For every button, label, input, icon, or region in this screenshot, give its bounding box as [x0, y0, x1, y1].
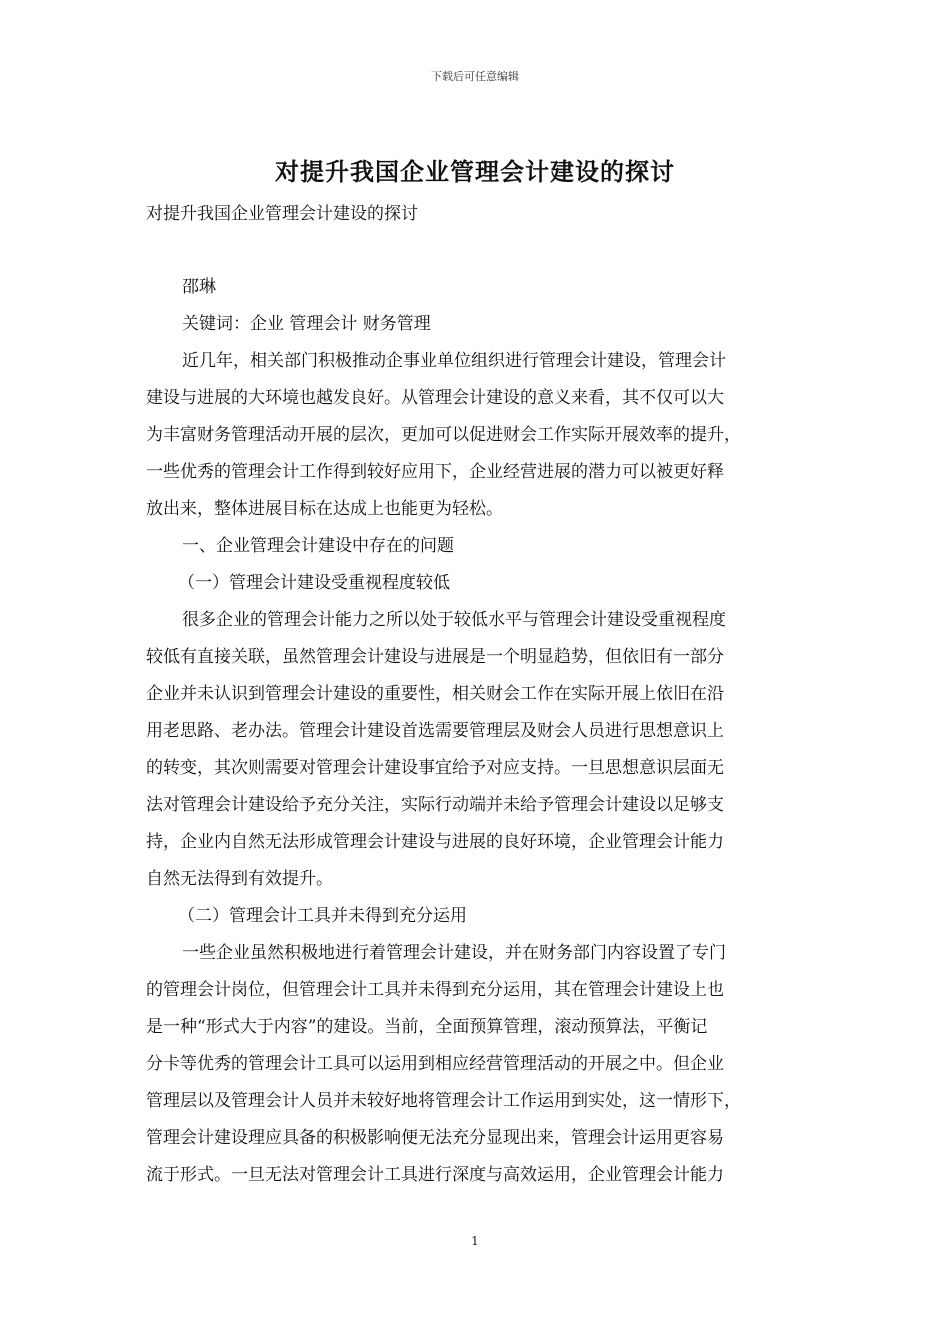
- paragraph-line: 流于形式。一旦无法对管理会计工具进行深度与高效运用，企业管理会计能力: [146, 1165, 724, 1185]
- paragraph-line: 很多企业的管理会计能力之所以处于较低水平与管理会计建设受重视程度: [182, 610, 726, 630]
- intro-paragraph: [146, 343, 808, 528]
- header-note: 下载后可任意编辑: [431, 70, 519, 83]
- paragraph-line: 为丰富财务管理活动开展的层次，更加可以促进财会工作实际开展效率的提升，: [146, 425, 741, 445]
- paragraph-line: 是一种“形式大于内容”的建设。当前，全面预算管理，滚动预算法，平衡记: [146, 1017, 708, 1037]
- paragraph-line: 持，企业内自然无法形成管理会计建设与进展的良好环境，企业管理会计能力: [146, 832, 724, 852]
- paragraph-line: 较低有直接关联，虽然管理会计建设与进展是一个明显趋势，但依旧有一部分: [146, 647, 724, 667]
- subsection-heading: （二）管理会计工具并未得到充分运用: [178, 906, 467, 926]
- paragraph-line: 建设与进展的大环境也越发良好。从管理会计建设的意义来看，其不仅可以大: [146, 388, 724, 408]
- spacer: [146, 233, 808, 269]
- paragraph-line: 用老思路、老办法。管理会计建设首选需要管理层及财会人员进行思想意识上: [146, 721, 724, 741]
- document-body: [146, 196, 808, 1194]
- paragraph-line: 自然无法得到有效提升。: [146, 869, 333, 889]
- paragraph-line: 一些企业虽然积极地进行着管理会计建设，并在财务部门内容设置了专门: [182, 943, 726, 963]
- paragraph-line: 一些优秀的管理会计工作得到较好应用下，企业经营进展的潜力可以被更好释: [146, 462, 724, 482]
- paragraph-line: 分卡等优秀的管理会计工具可以运用到相应经营管理活动的开展之中。但企业: [146, 1054, 724, 1074]
- paragraph-line: 法对管理会计建设给予充分关注，实际行动端并未给予管理会计建设以足够支: [146, 795, 724, 815]
- paragraph-line: 管理层以及管理会计人员并未较好地将管理会计工作运用到实处，这一情形下，: [146, 1091, 741, 1111]
- keywords: 关键词：企业 管理会计 财务管理: [182, 314, 431, 334]
- document-title: 对提升我国企业管理会计建设的探讨: [275, 157, 675, 186]
- author: 邵琳: [182, 277, 216, 297]
- paragraph-line: 管理会计建设理应具备的积极影响便无法充分显现出来，管理会计运用更容易: [146, 1128, 724, 1148]
- paragraph-line: 放出来，整体进展目标在达成上也能更为轻松。: [146, 499, 503, 519]
- subsection-heading: （一）管理会计建设受重视程度较低: [178, 573, 450, 593]
- subtitle: 对提升我国企业管理会计建设的探讨: [146, 204, 418, 224]
- paragraph-line: 的转变，其次则需要对管理会计建设事宜给予对应支持。一旦思想意识层面无: [146, 758, 724, 778]
- paragraph-line: 近几年，相关部门积极推动企事业单位组织进行管理会计建设，管理会计: [182, 351, 726, 371]
- paragraph-line: 企业并未认识到管理会计建设的重要性，相关财会工作在实际开展上依旧在沿: [146, 684, 724, 704]
- subsection-2-paragraph: [146, 935, 808, 1194]
- paragraph-line: 的管理会计岗位，但管理会计工具并未得到充分运用，其在管理会计建设上也: [146, 980, 724, 1000]
- section-heading: 一、企业管理会计建设中存在的问题: [182, 536, 454, 556]
- subsection-1-paragraph: [146, 602, 808, 898]
- page-number: 1: [471, 1234, 479, 1248]
